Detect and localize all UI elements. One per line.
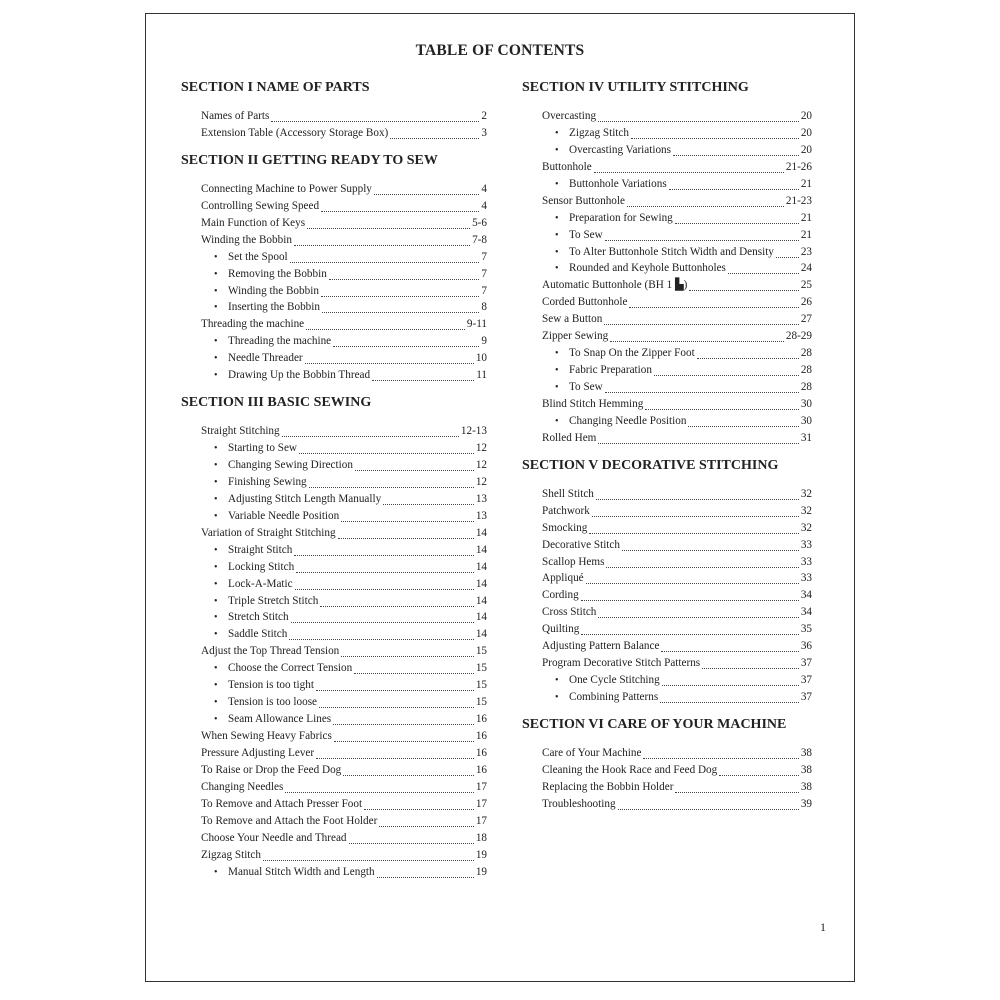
entry-title: Threading the machine: [228, 335, 332, 348]
entry-page-number: 3: [481, 126, 487, 139]
entry-page-number: 32: [800, 504, 812, 517]
entry-title: To Remove and Attach the Foot Holder: [201, 814, 378, 827]
entry-page-number: 12-13: [460, 425, 487, 438]
bullet-icon: •: [555, 263, 559, 275]
entry-page-number: 17: [475, 797, 487, 810]
bullet-icon: •: [214, 460, 218, 471]
dot-leader: [354, 659, 474, 674]
entry-page-number: 14: [475, 560, 487, 573]
dot-leader: [329, 265, 480, 280]
entry-title: Threading the machine: [201, 318, 305, 331]
dot-leader: [271, 107, 479, 122]
entry-page-number: 7: [481, 250, 487, 263]
entry-page-number: 12: [475, 475, 487, 488]
entry-title: Variation of Straight Stitching: [201, 526, 336, 539]
entry-page-number: 35: [800, 623, 812, 636]
entry-page-number: 33: [800, 572, 812, 585]
entry-page-number: 33: [800, 555, 812, 568]
bullet-icon: •: [214, 476, 218, 488]
dot-leader: [669, 175, 799, 190]
dot-leader: [697, 344, 799, 359]
entry-title: Connecting Machine to Power Supply: [201, 182, 372, 195]
entry-page-number: 21: [800, 228, 812, 241]
bullet-icon: •: [214, 251, 218, 263]
bullet-icon: •: [214, 268, 218, 280]
bullet-icon: •: [555, 212, 559, 224]
dot-leader: [320, 592, 473, 607]
entry-title: Straight Stitching: [201, 425, 280, 438]
dot-leader: [688, 412, 798, 427]
dot-leader: [719, 761, 799, 776]
toc-column-right: [522, 78, 812, 822]
entry-title: Pressure Adjusting Lever: [201, 746, 315, 759]
entry-page-number: 16: [475, 746, 487, 759]
entry-title: To Alter Buttonhole Stitch Width and Density: [569, 245, 774, 258]
dot-leader: [383, 490, 474, 505]
entry-page-number: 14: [475, 577, 487, 590]
entry-page-number: 20: [800, 126, 812, 139]
dot-leader: [604, 310, 799, 325]
document-page: [145, 13, 855, 982]
bullet-icon: •: [555, 692, 559, 703]
dot-leader: [282, 422, 459, 437]
entry-page-number: 9-11: [466, 318, 487, 331]
dot-leader: [689, 276, 798, 291]
entry-page-number: 15: [475, 645, 487, 658]
entry-title: Automatic Buttonhole (BH 1 ▙): [542, 279, 688, 292]
dot-leader: [319, 693, 474, 708]
dot-leader: [338, 524, 474, 539]
toc-entry: [522, 482, 812, 499]
section-heading: SECTION V DECORATIVE STITCHING: [522, 457, 779, 473]
entry-page-number: 19: [475, 848, 487, 861]
bullet-icon: •: [214, 578, 218, 590]
dot-leader: [379, 812, 473, 827]
bullet-icon: •: [555, 178, 559, 190]
entry-page-number: 17: [475, 780, 487, 793]
entry-title: Overcasting Variations: [569, 143, 672, 156]
dot-leader: [341, 507, 474, 522]
entry-page-number: 36: [800, 640, 812, 653]
entry-title: Inserting the Bobbin: [228, 301, 320, 314]
entry-page-number: 21-26: [785, 160, 812, 173]
dot-leader: [316, 676, 474, 691]
entry-title: Zipper Sewing: [542, 330, 609, 343]
bullet-icon: •: [555, 382, 559, 393]
dot-leader: [299, 439, 474, 454]
entry-title: Tension is too tight: [228, 679, 314, 692]
bullet-icon: •: [214, 336, 218, 348]
dot-leader: [586, 569, 799, 584]
entry-title: Controlling Sewing Speed: [201, 199, 320, 212]
dot-leader: [589, 519, 798, 534]
entry-page-number: 14: [475, 594, 487, 607]
entry-page-number: 26: [800, 296, 812, 309]
entry-title: Adjusting Pattern Balance: [542, 640, 660, 653]
entry-title: Names of Parts: [201, 110, 270, 122]
dot-leader: [581, 586, 799, 601]
entry-title: Troubleshooting: [542, 797, 616, 810]
entry-page-number: 20: [800, 143, 812, 156]
entry-title: Buttonhole Variations: [569, 177, 667, 190]
entry-page-number: 5-6: [472, 216, 487, 229]
section-heading: SECTION II GETTING READY TO SEW: [181, 152, 438, 168]
entry-title: To Raise or Drop the Feed Dog: [201, 763, 342, 776]
entry-title: Extension Table (Accessory Storage Box): [201, 126, 389, 139]
bullet-icon: •: [555, 675, 559, 687]
entry-title: Zigzag Stitch: [569, 126, 629, 139]
entry-title: Care of Your Machine: [542, 746, 642, 759]
entry-title: Changing Needles: [201, 780, 284, 793]
entry-page-number: 20: [800, 110, 812, 122]
dot-leader: [307, 214, 470, 229]
dot-leader: [675, 209, 799, 224]
bullet-icon: •: [214, 353, 218, 365]
dot-leader: [654, 361, 799, 376]
dot-leader: [662, 671, 799, 686]
dot-leader: [289, 625, 473, 640]
entry-title: Finishing Sewing: [228, 475, 307, 488]
entry-title: To Sew: [569, 381, 603, 393]
dot-leader: [622, 536, 799, 551]
toc-entry-list: [522, 482, 812, 702]
entry-title: Decorative Stitch: [542, 538, 620, 551]
entry-title: Replacing the Bobbin Holder: [542, 780, 674, 793]
dot-leader: [290, 248, 480, 263]
dot-leader: [372, 366, 474, 381]
entry-title: Lock-A-Matic: [228, 577, 293, 590]
entry-title: Cleaning the Hook Race and Feed Dog: [542, 763, 718, 776]
entry-page-number: 38: [800, 763, 812, 776]
entry-title: Blind Stitch Hemming: [542, 397, 644, 410]
entry-title: Program Decorative Stitch Patterns: [542, 657, 701, 670]
entry-page-number: 12: [475, 442, 487, 455]
section-heading: SECTION IV UTILITY STITCHING: [522, 80, 749, 95]
entry-title: Appliqué: [542, 572, 584, 585]
entry-page-number: 15: [475, 662, 487, 675]
dot-leader: [321, 282, 479, 297]
bullet-icon: •: [555, 127, 559, 139]
dot-leader: [581, 620, 799, 635]
dot-leader: [645, 395, 799, 410]
bullet-icon: •: [214, 663, 218, 675]
entry-page-number: 30: [800, 397, 812, 410]
dot-leader: [606, 553, 798, 568]
dot-leader: [596, 485, 799, 500]
bullet-icon: •: [214, 629, 218, 641]
dot-leader: [594, 158, 784, 173]
bullet-icon: •: [214, 493, 218, 505]
entry-page-number: 27: [800, 313, 812, 326]
entry-page-number: 34: [800, 589, 812, 602]
bullet-icon: •: [214, 714, 218, 726]
dot-leader: [605, 226, 799, 241]
entry-title: Winding the Bobbin: [228, 284, 319, 297]
entry-page-number: 17: [475, 814, 487, 827]
toc-column-left: [181, 78, 487, 889]
entry-page-number: 4: [481, 199, 487, 212]
entry-title: Straight Stitch: [228, 543, 293, 556]
dot-leader: [661, 637, 798, 652]
entry-page-number: 15: [475, 696, 487, 709]
bullet-icon: •: [214, 561, 218, 573]
entry-page-number: 39: [800, 797, 812, 810]
toc-section: [181, 151, 487, 380]
dot-leader: [322, 298, 479, 313]
entry-title: Adjusting Stitch Length Manually: [228, 492, 382, 505]
entry-page-number: 37: [800, 674, 812, 687]
bullet-icon: •: [555, 246, 559, 258]
dot-leader: [333, 710, 474, 725]
entry-title: Drawing Up the Bobbin Thread: [228, 369, 371, 382]
entry-title: Overcasting: [542, 110, 597, 122]
dot-leader: [296, 558, 474, 573]
entry-title: Starting to Sew: [228, 442, 297, 455]
entry-page-number: 16: [475, 713, 487, 726]
dot-leader: [309, 473, 474, 488]
toc-entry: [522, 104, 812, 121]
entry-page-number: 13: [475, 509, 487, 522]
dot-leader: [629, 293, 798, 308]
entry-title: Choose Your Needle and Thread: [201, 831, 347, 844]
dot-leader: [610, 327, 784, 342]
entry-title: Saddle Stitch: [228, 628, 288, 641]
entry-page-number: 14: [475, 543, 487, 556]
dot-leader: [305, 349, 474, 364]
dot-leader: [643, 744, 798, 759]
entry-page-number: 32: [800, 487, 812, 500]
entry-title: Quilting: [542, 623, 580, 636]
dot-leader: [776, 243, 799, 258]
toc-entry-list: [181, 104, 487, 138]
entry-page-number: 14: [475, 526, 487, 539]
entry-page-number: 7: [481, 267, 487, 280]
entry-title: Zigzag Stitch: [201, 848, 261, 861]
entry-page-number: 8: [481, 301, 487, 314]
entry-page-number: 37: [800, 657, 812, 670]
dot-leader: [306, 315, 465, 330]
bullet-icon: •: [214, 443, 218, 455]
dot-leader: [627, 192, 784, 207]
entry-title: Needle Threader: [228, 352, 303, 365]
dot-leader: [341, 642, 474, 657]
dot-leader: [631, 124, 799, 139]
dot-leader: [598, 429, 798, 444]
entry-page-number: 13: [475, 492, 487, 505]
page-number: 1: [820, 920, 826, 934]
dot-leader: [598, 603, 798, 618]
entry-title: Removing the Bobbin: [228, 267, 327, 280]
entry-title: Set the Spool: [228, 250, 288, 263]
entry-title: Manual Stitch Width and Length: [228, 865, 375, 878]
dot-leader: [675, 778, 798, 793]
entry-title: Smocking: [542, 521, 588, 534]
entry-title: Locking Stitch: [228, 560, 295, 573]
dot-leader: [374, 180, 480, 195]
bullet-icon: •: [214, 697, 218, 709]
toc-entry-list: [522, 104, 812, 443]
entry-page-number: 28-29: [785, 330, 812, 343]
dot-leader: [702, 654, 799, 669]
entry-title: Main Function of Keys: [201, 216, 306, 229]
dot-leader: [294, 231, 470, 246]
entry-title: Preparation for Sewing: [569, 211, 673, 224]
dot-leader: [673, 141, 799, 156]
entry-page-number: 10: [475, 352, 487, 365]
toc-entry-list: [181, 177, 487, 380]
dot-leader: [605, 378, 799, 393]
toc-entry-list: [522, 741, 812, 809]
entry-page-number: 33: [800, 538, 812, 551]
entry-title: Rolled Hem: [542, 431, 597, 444]
entry-title: Buttonhole: [542, 160, 592, 173]
toc-entry: [181, 104, 487, 121]
entry-page-number: 4: [481, 182, 487, 195]
entry-page-number: 9: [481, 335, 487, 348]
bullet-icon: •: [214, 680, 218, 692]
bullet-icon: •: [214, 370, 218, 382]
entry-title: Triple Stretch Stitch: [228, 594, 319, 607]
entry-page-number: 7: [481, 284, 487, 297]
entry-title: Combining Patterns: [569, 691, 659, 703]
entry-page-number: 38: [800, 780, 812, 793]
dot-leader: [334, 727, 474, 742]
entry-page-number: 21: [800, 211, 812, 224]
dot-leader: [355, 456, 474, 471]
entry-page-number: 14: [475, 611, 487, 624]
dot-leader: [263, 846, 474, 861]
entry-title: Sensor Buttonhole: [542, 194, 625, 207]
entry-page-number: 31: [800, 431, 812, 444]
entry-page-number: 21: [800, 177, 812, 190]
bullet-icon: •: [214, 544, 218, 556]
entry-page-number: 15: [475, 679, 487, 692]
bullet-icon: •: [555, 348, 559, 360]
entry-page-number: 18: [475, 831, 487, 844]
dot-leader: [618, 795, 799, 810]
entry-title: When Sewing Heavy Fabrics: [201, 730, 332, 742]
page-title: TABLE OF CONTENTS: [415, 42, 585, 59]
entry-page-number: 32: [800, 521, 812, 534]
entry-title: Winding the Bobbin: [201, 233, 292, 246]
entry-page-number: 30: [800, 414, 812, 427]
entry-title: Changing Sewing Direction: [228, 459, 353, 471]
entry-title: Stretch Stitch: [228, 611, 289, 624]
dot-leader: [294, 541, 473, 556]
entry-title: Patchwork: [542, 504, 590, 517]
entry-title: Cross Stitch: [542, 606, 597, 619]
dot-leader: [660, 688, 799, 703]
entry-title: Choose the Correct Tension: [228, 662, 353, 675]
dot-leader: [390, 124, 479, 139]
entry-page-number: 7-8: [472, 233, 487, 246]
bullet-icon: •: [555, 144, 559, 156]
dot-leader: [333, 332, 479, 347]
dot-leader: [349, 829, 474, 844]
entry-page-number: 16: [475, 730, 487, 742]
entry-title: Tension is too loose: [228, 696, 318, 709]
entry-page-number: 12: [475, 459, 487, 471]
entry-title: Fabric Preparation: [569, 364, 652, 377]
entry-page-number: 25: [800, 279, 812, 292]
entry-page-number: 28: [800, 381, 812, 393]
dot-leader: [295, 575, 474, 590]
entry-title: Seam Allowance Lines: [228, 713, 332, 726]
entry-title: One Cycle Stitching: [569, 674, 660, 687]
bullet-icon: •: [214, 595, 218, 607]
bullet-icon: •: [214, 285, 218, 297]
bullet-icon: •: [214, 612, 218, 624]
entry-title: Scallop Hems: [542, 555, 605, 568]
dot-leader: [377, 863, 474, 878]
toc-section: [181, 78, 487, 138]
dot-leader: [291, 608, 474, 623]
entry-page-number: 38: [800, 746, 812, 759]
toc-entry: [181, 177, 487, 194]
entry-title: Corded Buttonhole: [542, 296, 628, 309]
dot-leader: [364, 795, 474, 810]
bullet-icon: •: [555, 365, 559, 377]
entry-title: Cording: [542, 589, 579, 602]
entry-title: To Sew: [569, 228, 603, 241]
entry-page-number: 28: [800, 347, 812, 360]
toc-section: [522, 456, 812, 702]
dot-leader: [321, 197, 479, 212]
entry-page-number: 37: [800, 691, 812, 703]
entry-title: Adjust the Top Thread Tension: [201, 645, 340, 658]
dot-leader: [598, 107, 799, 122]
entry-title: Variable Needle Position: [228, 509, 340, 522]
bullet-icon: •: [555, 415, 559, 427]
toc-section: [181, 393, 487, 876]
toc-entry: [522, 741, 812, 758]
bullet-icon: •: [555, 229, 559, 241]
entry-title: To Snap On the Zipper Foot: [569, 347, 695, 360]
entry-page-number: 16: [475, 763, 487, 776]
section-heading: SECTION III BASIC SEWING: [181, 395, 372, 411]
entry-title: Shell Stitch: [542, 487, 594, 500]
dot-leader: [343, 761, 474, 776]
section-heading: SECTION I NAME OF PARTS: [181, 80, 370, 95]
bullet-icon: •: [214, 866, 218, 878]
entry-title: Changing Needle Position: [569, 414, 687, 427]
toc-entry: [181, 419, 487, 436]
entry-title: To Remove and Attach Presser Foot: [201, 797, 363, 810]
entry-page-number: 2: [481, 110, 487, 122]
entry-page-number: 34: [800, 606, 812, 619]
dot-leader: [592, 502, 799, 517]
bullet-icon: •: [214, 302, 218, 314]
entry-title: Sew a Button: [542, 313, 603, 326]
entry-page-number: 24: [800, 262, 812, 275]
section-heading: SECTION VI CARE OF YOUR MACHINE: [522, 716, 787, 732]
bullet-icon: •: [214, 510, 218, 522]
entry-page-number: 11: [476, 369, 487, 382]
entry-page-number: 28: [800, 364, 812, 377]
dot-leader: [285, 778, 473, 793]
dot-leader: [316, 744, 474, 759]
entry-title: Rounded and Keyhole Buttonholes: [569, 262, 726, 275]
toc-entry-list: [181, 419, 487, 876]
entry-page-number: 19: [475, 865, 487, 878]
toc-section: [522, 715, 812, 809]
toc-section: [522, 78, 812, 443]
entry-page-number: 21-23: [785, 194, 812, 207]
entry-page-number: 23: [800, 245, 812, 258]
entry-page-number: 14: [475, 628, 487, 641]
dot-leader: [728, 259, 799, 274]
